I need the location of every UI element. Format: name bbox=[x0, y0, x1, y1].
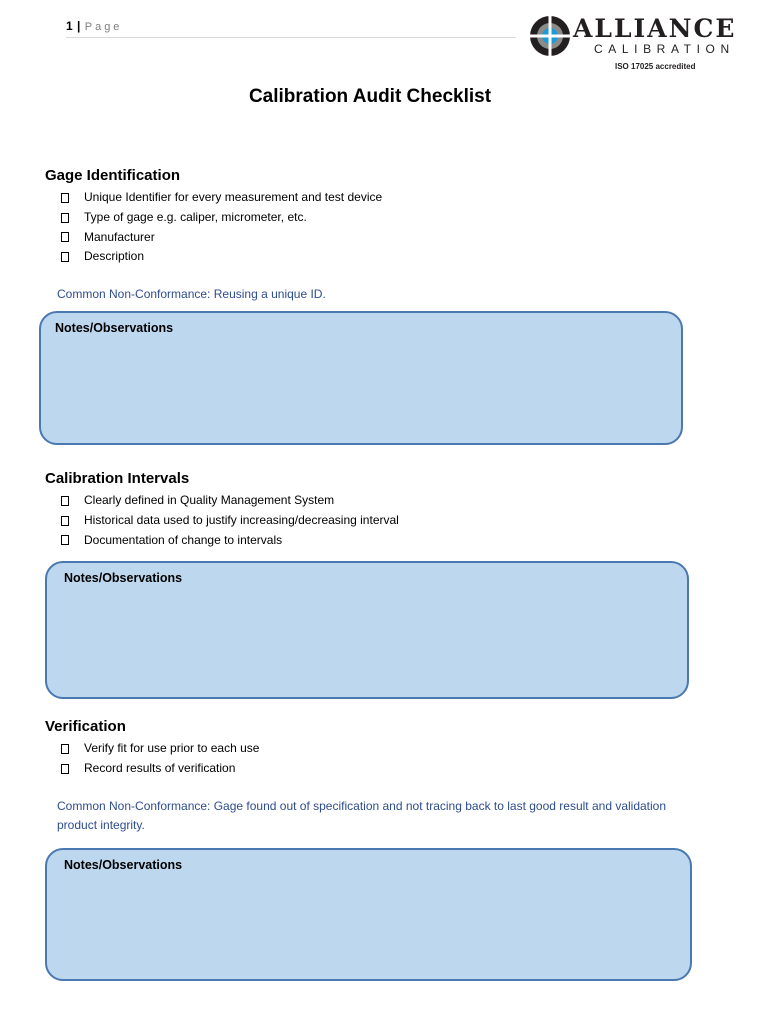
logo-subtitle: CALIBRATION bbox=[594, 42, 735, 56]
header-rule bbox=[66, 37, 516, 38]
checklist-item bbox=[45, 228, 382, 248]
notes-label: Notes/Observations bbox=[55, 321, 174, 335]
checklist-item bbox=[45, 511, 399, 531]
notes-label: Notes/Observations bbox=[64, 858, 183, 872]
checklist-item-label: Record results of verification bbox=[84, 760, 236, 775]
section-heading-gage-identification: Gage Identification bbox=[45, 167, 181, 184]
logo-accreditation: ISO 17025 accredited bbox=[615, 62, 696, 71]
checklist-item bbox=[45, 739, 259, 759]
notes-box-calibration-intervals[interactable] bbox=[45, 561, 689, 699]
checkbox[interactable] bbox=[61, 744, 69, 754]
checkbox[interactable] bbox=[61, 535, 69, 545]
calibration-intervals-checklist bbox=[45, 491, 399, 550]
checklist-item-label: Documentation of change to intervals bbox=[84, 532, 283, 547]
checklist-item bbox=[45, 208, 382, 228]
checklist-item-label: Unique Identifier for every measurement and test device bbox=[84, 190, 383, 204]
checklist-item-label: Type of gage e.g. caliper, micrometer, etc. bbox=[84, 209, 307, 224]
checklist-item bbox=[45, 247, 382, 267]
notes-label: Notes/Observations bbox=[64, 571, 183, 585]
nonconformance-note-line-1: Common Non-Conformance: Gage found out of specification and not tracing back to last good result and validation bbox=[57, 799, 667, 813]
checklist-item-label: Historical data used to justify increasing/decreasing interval bbox=[84, 512, 399, 527]
checklist-item bbox=[45, 188, 382, 208]
checkbox[interactable] bbox=[61, 516, 69, 526]
section-heading-verification: Verification bbox=[45, 718, 126, 735]
checklist-item-label: Description bbox=[84, 249, 145, 264]
checklist-item bbox=[45, 491, 399, 511]
logo-brand: ALLIANCE bbox=[573, 14, 737, 43]
checkbox[interactable] bbox=[61, 232, 69, 242]
page-number-value: 1 bbox=[66, 19, 73, 33]
nonconformance-note-line-2: product integrity. bbox=[57, 818, 145, 832]
crosshair-logo-icon bbox=[528, 14, 572, 58]
alliance-logo bbox=[528, 12, 748, 74]
checklist-item-label: Verify fit for use prior to each use bbox=[84, 741, 260, 755]
document-title: Calibration Audit Checklist bbox=[248, 86, 492, 107]
verification-checklist bbox=[45, 739, 259, 779]
checkbox[interactable] bbox=[61, 213, 69, 223]
gage-identification-checklist bbox=[45, 188, 382, 267]
checklist-item bbox=[45, 531, 399, 551]
checklist-item-label: Manufacturer bbox=[84, 229, 155, 244]
page-word: Page bbox=[84, 21, 123, 33]
section-heading-calibration-intervals: Calibration Intervals bbox=[45, 470, 190, 487]
page-number-separator: | bbox=[77, 19, 81, 33]
page-number bbox=[66, 19, 122, 33]
checklist-item bbox=[45, 759, 259, 779]
notes-box-gage-identification[interactable] bbox=[39, 311, 683, 445]
checkbox[interactable] bbox=[61, 193, 69, 203]
checklist-item-label: Clearly defined in Quality Management System bbox=[84, 493, 335, 507]
checkbox[interactable] bbox=[61, 764, 69, 774]
nonconformance-note: Common Non-Conformance: Reusing a unique ID. bbox=[57, 287, 326, 301]
checkbox[interactable] bbox=[61, 496, 69, 506]
notes-box-verification[interactable] bbox=[45, 848, 692, 981]
checkbox[interactable] bbox=[61, 252, 69, 262]
